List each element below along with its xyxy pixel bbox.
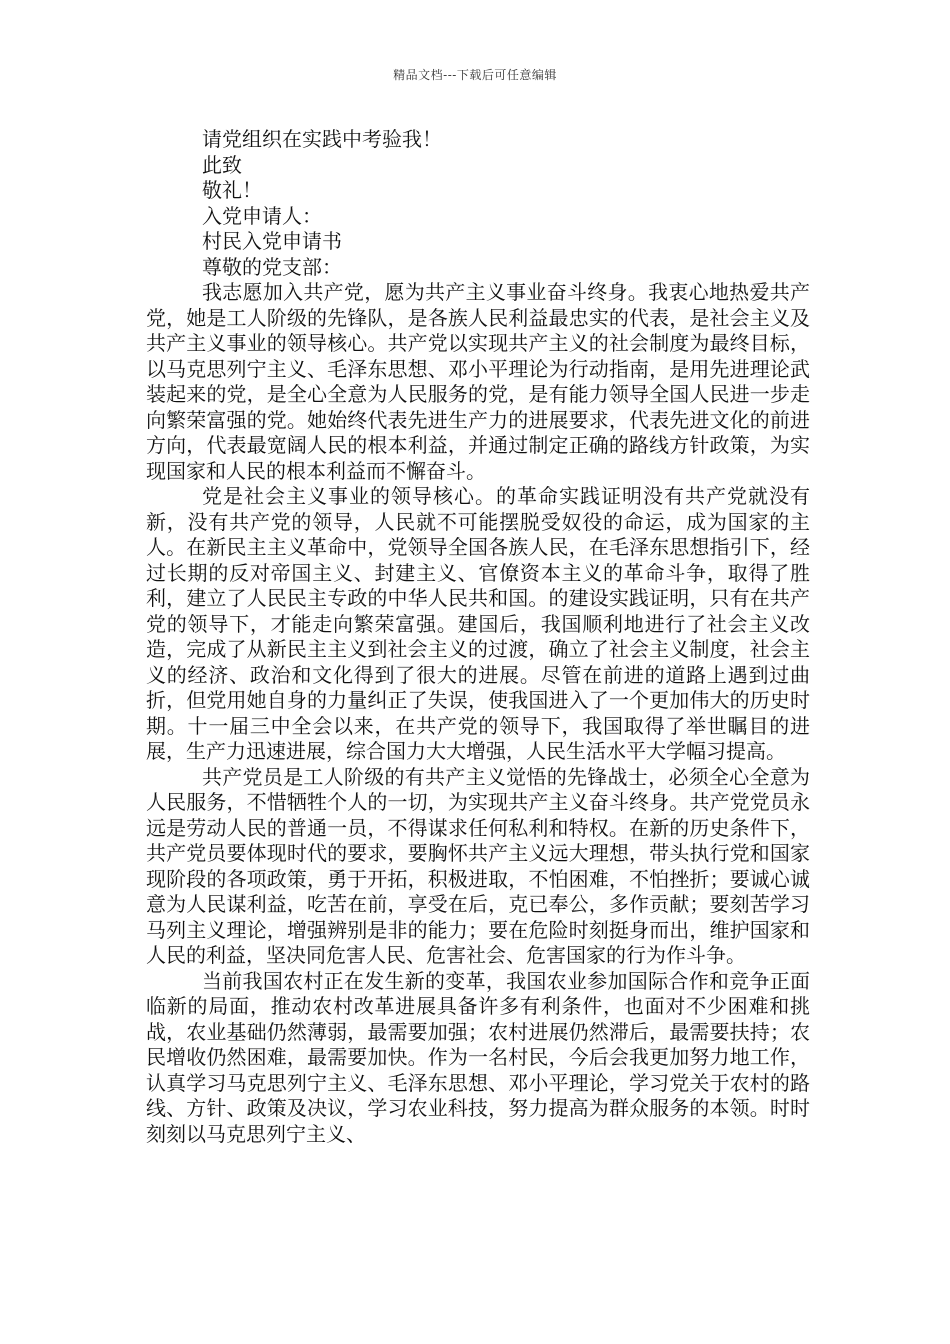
closing-line-cizhi: 此致 xyxy=(202,152,242,177)
paragraph-4: 当前我国农村正在发生新的变革，我国农业参加国际合作和竞争正面临新的局面，推动农村改革进展具备许多有利条件，也面对不少困难和挑战，农业基础仍然薄弱，最需要加强；农村进展仍然滞后，最需要扶持；农民增收仍然困难，最需要加快。作为一名村民，今后会我更加努力地工作，认真学习马克思列宁主义、毛泽东思想、邓小平理论，学习党关于农村的路线、方针、政策及决议，学习农业科技，努力提高为群众服务的本领。时时刻刻以马克思列宁主义、 xyxy=(146,968,810,1146)
document-title: 村民入党申请书 xyxy=(202,229,342,253)
page-header: 精品文档---下载后可任意编辑 xyxy=(393,68,557,82)
paragraph-2: 党是社会主义事业的领导核心。的革命实践证明没有共产党就没有新，没有共产党的领导，人民就不可能摆脱受奴役的命运，成为国家的主人。在新民主主义革命中，党领导全国各族人民，在毛泽东思想指引下，经过长期的反对帝国主义、封建主义、官僚资本主义的革命斗争，取得了胜利，建立了人民民主专政的中华人民共和国。的建设实践证明，只有在共产党的领导下，才能走向繁荣富强。建国后，我国顺利地进行了社会主义改造，完成了从新民主主义到社会主义的过渡，确立了社会主义制度，社会主义的经济、政治和文化得到了很大的进展。尽管在前进的道路上遇到过曲折，但党用她自身的力量纠正了失误，使我国进入了一个更加伟大的历史时期。十一届三中全会以来，在共产党的领导下，我国取得了举世瞩目的进展，生产力迅速进展，综合国力大大增强，人民生活水平大学幅习提高。 xyxy=(146,484,810,763)
applicant-line: 入党申请人： xyxy=(202,203,322,228)
document-body xyxy=(146,127,810,1147)
paragraph-3: 共产党员是工人阶级的有共产主义觉悟的先锋战士，必须全心全意为人民服务，不惜牺牲个人的一切，为实现共产主义奋斗终身。共产党党员永远是劳动人民的普通一员，不得谋求任何私利和特权。在新的历史条件下，共产党员要体现时代的要求，要胸怀共产主义远大理想，带头执行党和国家现阶段的各项政策，勇于开拓，积极进取，不怕困难，不怕挫折；要诚心诚意为人民谋利益，吃苦在前，享受在后，克已奉公，多作贡献；要刻苦学习马列主义理论，增强辨别是非的能力；要在危险时刻挺身而出，维护国家和人民的利益，坚决同危害人民、危害社会、危害国家的行为作斗争。 xyxy=(146,764,810,967)
paragraph-1: 我志愿加入共产党，愿为共产主义事业奋斗终身。我衷心地热爱共产党，她是工人阶级的先锋队，是各族人民利益最忠实的代表，是社会主义及共产主义事业的领导核心。共产党以实现共产主义的社会制度为最终目标，以马克思列宁主义、毛泽东思想、邓小平理论为行动指南，是用先进理论武装起来的党，是全心全意为人民服务的党，是有能力领导全国人民进一步走向繁荣富强的党。她始终代表先进生产力的进展要求，代表先进文化的前进方向，代表最宽阔人民的根本利益，并通过制定正确的路线方针政策，为实现国家和人民的根本利益而不懈奋斗。 xyxy=(146,280,810,483)
closing-line-salute: 敬礼！ xyxy=(202,178,262,202)
salutation: 尊敬的党支部： xyxy=(202,254,342,279)
closing-line-exam: 请党组织在实践中考验我！ xyxy=(202,127,442,151)
